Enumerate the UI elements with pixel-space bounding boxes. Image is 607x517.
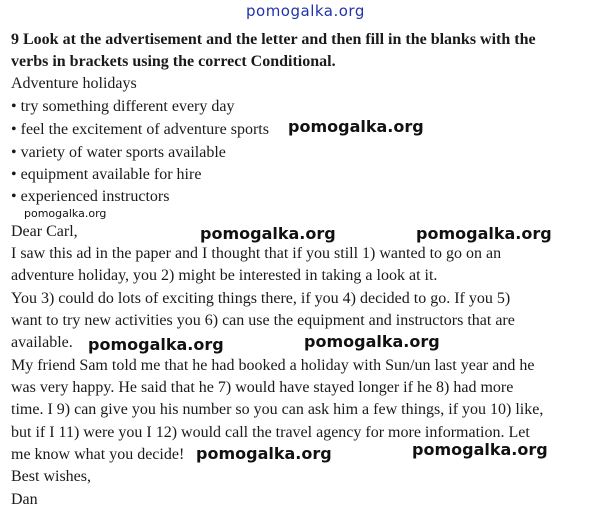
letter-greeting: Dear Carl, — [11, 223, 78, 240]
watermark: pomogalka.org — [200, 224, 336, 243]
letter-line: me know what you decide! — [11, 446, 185, 463]
task-instruction-line-1: 9 Look at the advertisement and the letter and then fill in the blanks with the — [11, 31, 536, 48]
watermark: pomogalka.org — [88, 335, 224, 354]
letter-line: available. — [11, 334, 73, 351]
letter-line: time. I 9) can give you his number so you can ask him a few things, if you 10) like, — [11, 401, 544, 418]
ad-item: • variety of water sports available — [11, 143, 226, 163]
letter-line: I saw this ad in the paper and I thought that if you still 1) wanted to go on an — [11, 245, 502, 262]
watermark-top: pomogalka.org — [246, 2, 365, 20]
ad-item: • try something different every day — [11, 97, 234, 117]
ad-item: • equipment available for hire — [11, 165, 201, 185]
letter-line: was very happy. He said that he 7) would have stayed longer if he 8) had more — [11, 379, 514, 396]
letter-line: adventure holiday, you 2) might be interested in taking a look at it. — [11, 267, 438, 284]
task-instruction-line-2: verbs in brackets using the correct Conditional. — [11, 53, 336, 70]
watermark: pomogalka.org — [416, 224, 552, 243]
letter-line: You 3) could do lots of exciting things there, if you 4) decided to go. If you 5) — [11, 290, 511, 307]
letter-line: but if I 11) were you I 12) would call the travel agency for more information. Let — [11, 424, 530, 441]
ad-item: • experienced instructors — [11, 187, 169, 207]
letter-closing: Best wishes, — [11, 468, 91, 485]
ad-item: • feel the excitement of adventure sports — [11, 120, 269, 140]
watermark: pomogalka.org — [24, 207, 107, 220]
letter-signature: Dan — [11, 491, 38, 508]
letter-line: want to try new activities you 6) can use the equipment and instructors that are — [11, 312, 515, 329]
watermark: pomogalka.org — [304, 332, 440, 351]
ad-title: Adventure holidays — [11, 75, 137, 92]
letter-line: My friend Sam told me that he had booked a holiday with Sun/un last year and he — [11, 357, 535, 374]
watermark: pomogalka.org — [196, 444, 332, 463]
watermark: pomogalka.org — [412, 440, 548, 459]
watermark: pomogalka.org — [288, 117, 424, 136]
